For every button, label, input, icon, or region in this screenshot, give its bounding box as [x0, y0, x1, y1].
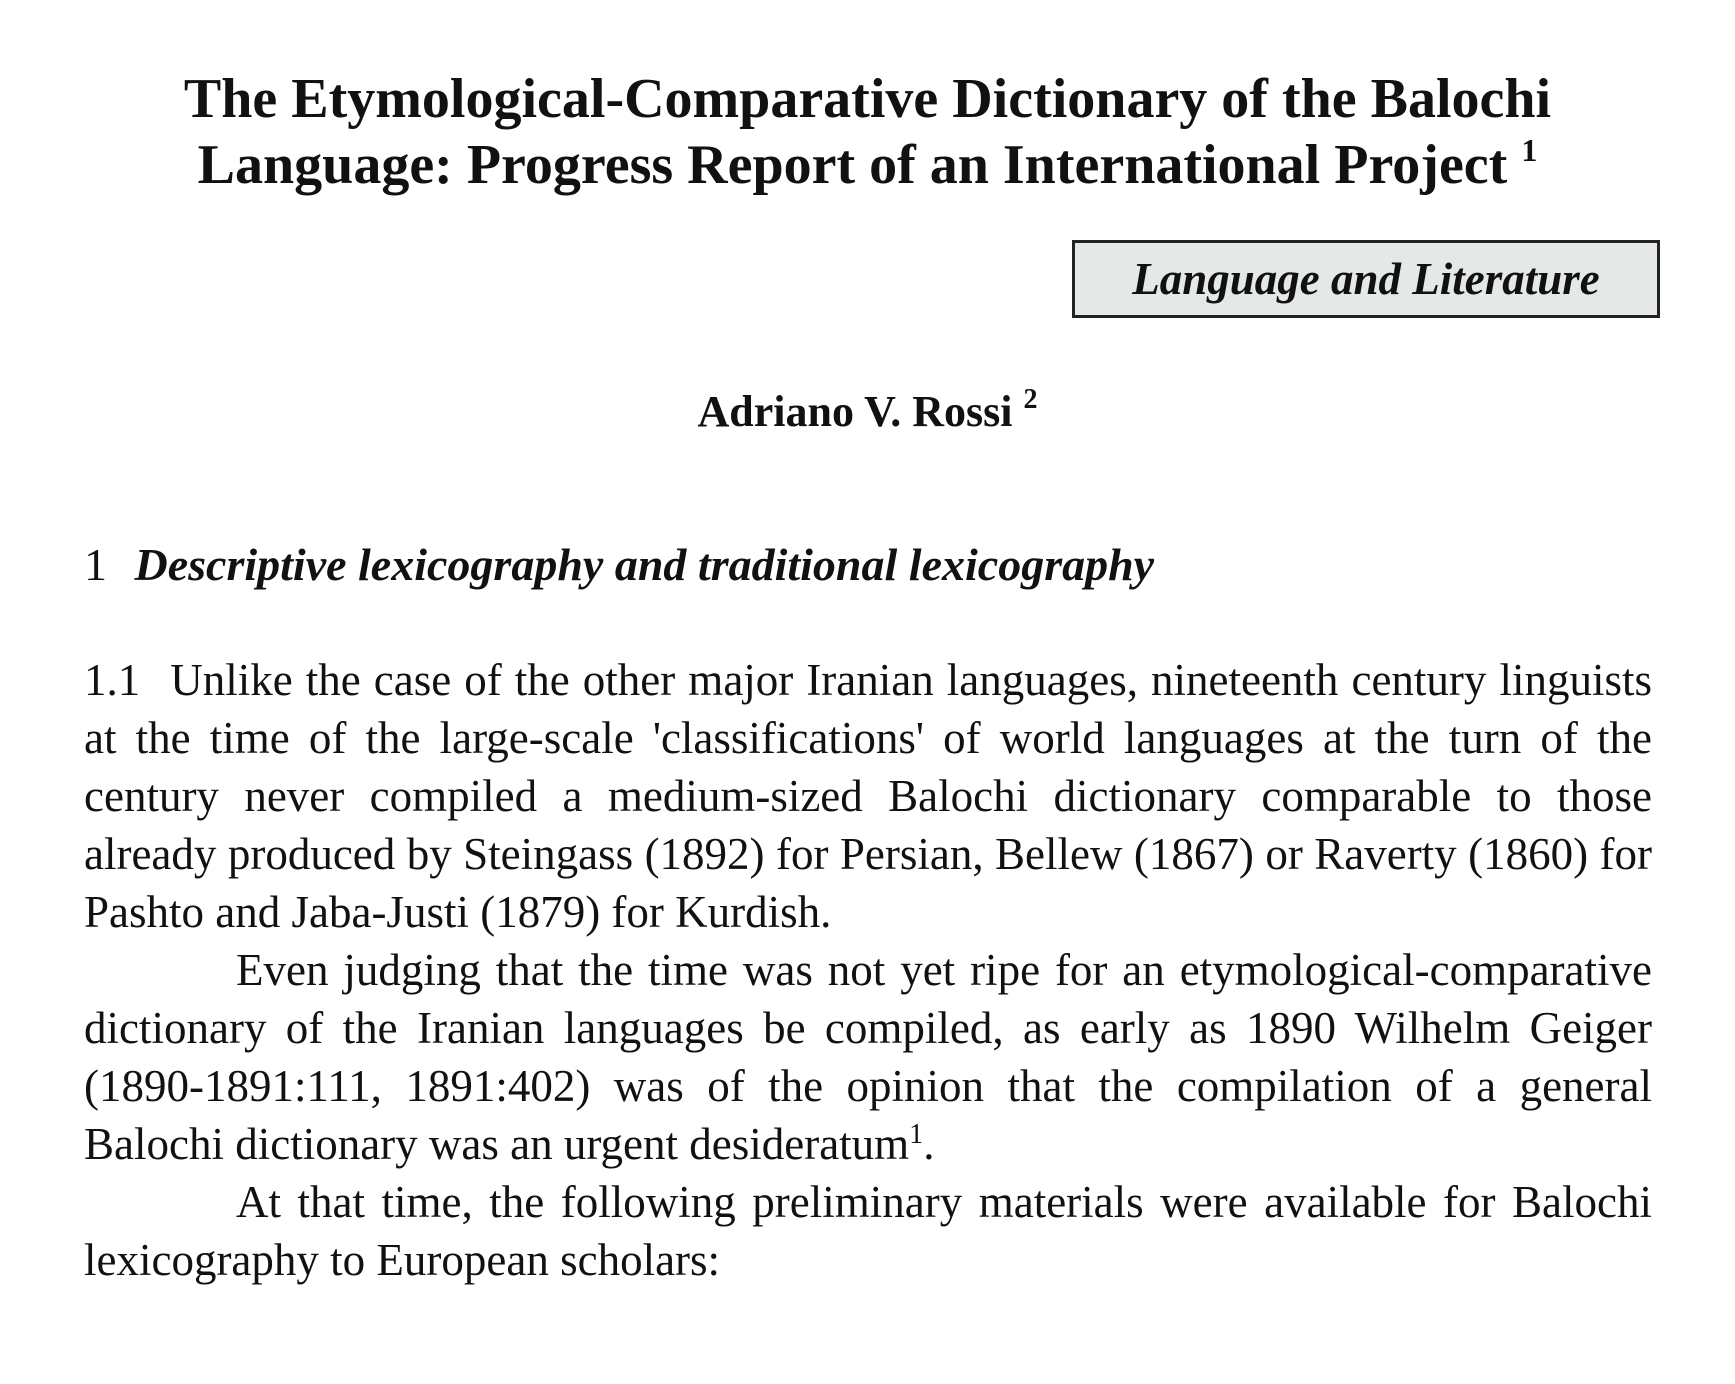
paragraph-3 — [84, 1173, 1652, 1289]
paragraph-text: Unlike the case of the other major Iranian languages, nineteenth century linguists at the time of the large-scale 'classifications' of world languages at the turn of the century never compiled a medium-sized Balochi dictionary comparable to those already produced by Steingass (1892) for Persian, Bellew (1867) or Raverty (1860) for Pashto and Jaba-Justi (1879) for Kurdish. — [84, 655, 1652, 937]
title-footnote-marker: 1 — [1521, 132, 1538, 168]
section-heading-text: Descriptive lexicography and traditional lexicography — [134, 539, 1155, 590]
paragraph-number: 1.1 — [84, 655, 141, 705]
category-label: Language and Literature — [1132, 254, 1600, 304]
category-label-box — [1072, 240, 1660, 318]
document-title — [0, 66, 1735, 198]
body-text — [84, 651, 1652, 1289]
paragraph-text: Even judging that the time was not yet ripe for an etymological-comparative dictionary of the Iranian languages be compiled, as early as 1890 Wilhelm Geiger (1890-1891:111, 1891:402) was of the opinion that the compilation of a general Balochi dictionary was an urgent desideratum — [84, 945, 1652, 1169]
paragraph-2 — [84, 941, 1652, 1173]
author-name: Adriano V. Rossi — [697, 387, 1013, 436]
title-line-2: Language: Progress Report of an International Project — [197, 134, 1508, 196]
paragraph-end-punctuation: . — [923, 1119, 935, 1169]
footnote-reference: 1 — [909, 1119, 924, 1150]
paragraph-1-1 — [84, 651, 1652, 941]
title-line-1: The Etymological-Comparative Dictionary of the Balochi — [183, 68, 1552, 130]
section-heading — [84, 535, 1154, 595]
author-footnote-marker: 2 — [1023, 384, 1038, 415]
section-number: 1 — [84, 539, 107, 590]
author-line — [0, 382, 1735, 442]
paragraph-text: At that time, the following preliminary materials were available for Balochi lexicography to European scholars: — [84, 1177, 1652, 1285]
